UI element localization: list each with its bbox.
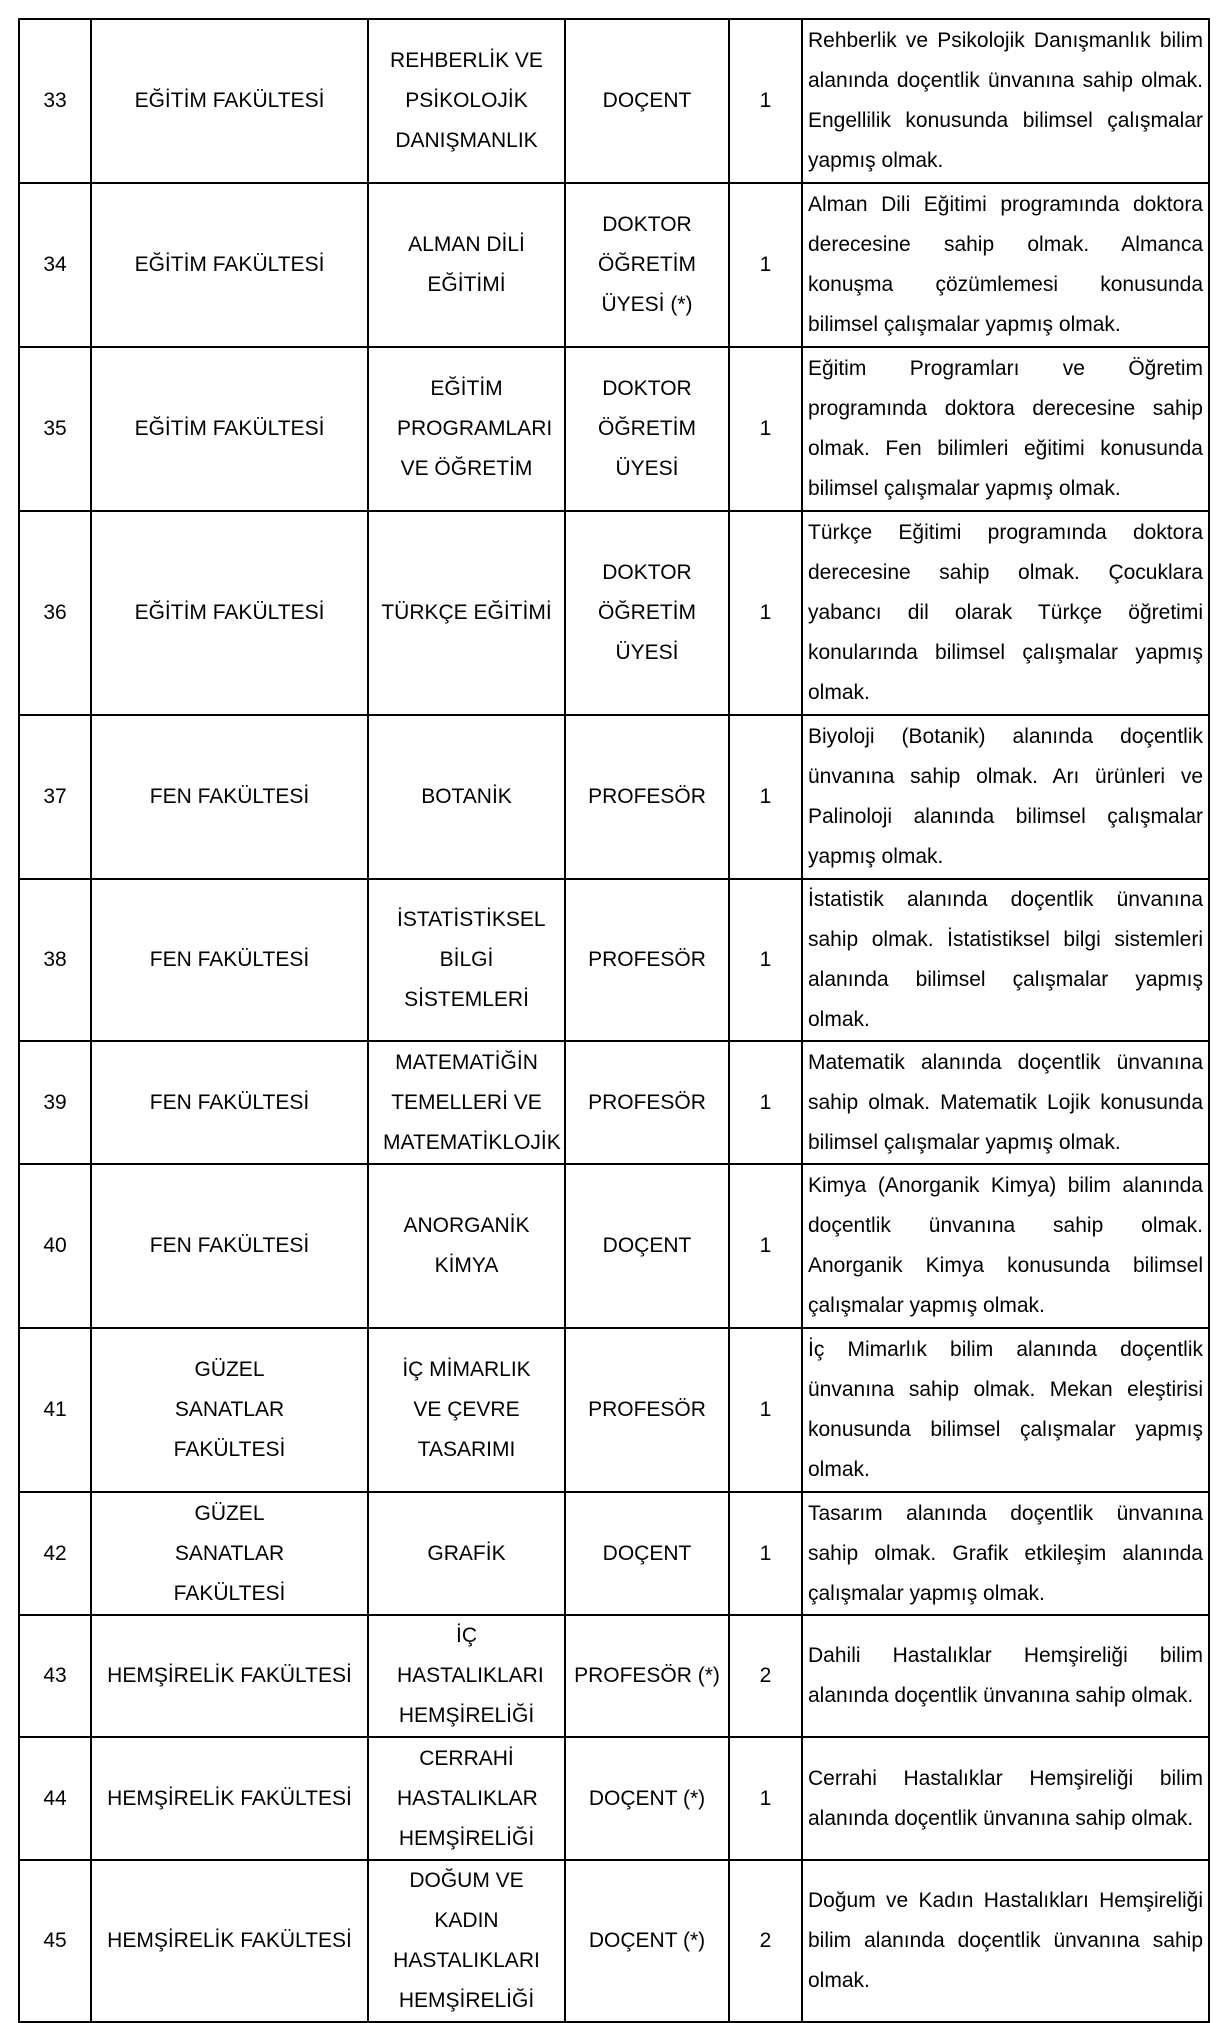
count-cell: 1 [729, 511, 802, 715]
count-cell: 1 [729, 879, 802, 1041]
faculty-cell: EĞİTİM FAKÜLTESİ [91, 347, 368, 511]
table-row [19, 19, 1209, 183]
positions-table [18, 18, 1210, 2023]
table-row [19, 183, 1209, 347]
title-cell: PROFESÖR [565, 1328, 729, 1492]
requirements-cell: Eğitim Programları ve Öğretim programında doktora derecesine sahip olmak. Fen bilimleri eğitimi konusunda bilimsel çalışmalar yapmış olmak. [802, 347, 1209, 511]
title-cell: PROFESÖR [565, 1041, 729, 1164]
table-row [19, 1492, 1209, 1615]
faculty-cell: EĞİTİM FAKÜLTESİ [91, 19, 368, 183]
faculty-cell: HEMŞİRELİK FAKÜLTESİ [91, 1615, 368, 1737]
count-cell: 1 [729, 1041, 802, 1164]
field-cell: İÇ MİMARLIK VE ÇEVRE TASARIMI [368, 1328, 565, 1492]
table-row [19, 347, 1209, 511]
faculty-cell: FEN FAKÜLTESİ [91, 1041, 368, 1164]
faculty-cell: HEMŞİRELİK FAKÜLTESİ [91, 1737, 368, 1860]
faculty-cell: HEMŞİRELİK FAKÜLTESİ [91, 1860, 368, 2022]
requirements-cell: İç Mimarlık bilim alanında doçentlik ünvanına sahip olmak. Mekan eleştirisi konusunda bilimsel çalışmalar yapmış olmak. [802, 1328, 1209, 1492]
faculty-cell: EĞİTİM FAKÜLTESİ [91, 183, 368, 347]
requirements-cell: Doğum ve Kadın Hastalıkları Hemşireliği bilim alanında doçentlik ünvanına sahip olmak. [802, 1860, 1209, 2022]
field-cell: BOTANİK [368, 715, 565, 879]
count-cell: 1 [729, 715, 802, 879]
faculty-cell: FEN FAKÜLTESİ [91, 715, 368, 879]
field-cell: CERRAHİ HASTALIKLAR HEMŞİRELİĞİ [368, 1737, 565, 1860]
table-row [19, 1860, 1209, 2022]
row-number: 42 [19, 1492, 91, 1615]
table-row [19, 511, 1209, 715]
title-cell: DOÇENT [565, 1164, 729, 1328]
faculty-cell: EĞİTİM FAKÜLTESİ [91, 511, 368, 715]
table-row [19, 1615, 1209, 1737]
requirements-cell: Türkçe Eğitimi programında doktora derecesine sahip olmak. Çocuklara yabancı dil olarak Türkçe öğretimi konularında bilimsel çalışmalar yapmış olmak. [802, 511, 1209, 715]
title-cell: PROFESÖR (*) [565, 1615, 729, 1737]
requirements-cell: Rehberlik ve Psikolojik Danışmanlık bilim alanında doçentlik ünvanına sahip olmak. Engellilik konusunda bilimsel çalışmalar yapmış olmak. [802, 19, 1209, 183]
count-cell: 2 [729, 1860, 802, 2022]
row-number: 36 [19, 511, 91, 715]
row-number: 33 [19, 19, 91, 183]
row-number: 45 [19, 1860, 91, 2022]
table-row [19, 1328, 1209, 1492]
requirements-cell: Dahili Hastalıklar Hemşireliği bilim alanında doçentlik ünvanına sahip olmak. [802, 1615, 1209, 1737]
table-row [19, 1737, 1209, 1860]
faculty-cell: GÜZEL SANATLAR FAKÜLTESİ [91, 1492, 368, 1615]
count-cell: 1 [729, 1164, 802, 1328]
title-cell: DOÇENT [565, 19, 729, 183]
field-cell: ANORGANİK KİMYA [368, 1164, 565, 1328]
positions-table-body [19, 19, 1209, 2022]
row-number: 40 [19, 1164, 91, 1328]
requirements-cell: Alman Dili Eğitimi programında doktora derecesine sahip olmak. Almanca konuşma çözümlemesi konusunda bilimsel çalışmalar yapmış olmak. [802, 183, 1209, 347]
title-cell: DOÇENT (*) [565, 1737, 729, 1860]
table-row [19, 715, 1209, 879]
faculty-cell: GÜZEL SANATLAR FAKÜLTESİ [91, 1328, 368, 1492]
requirements-cell: İstatistik alanında doçentlik ünvanına sahip olmak. İstatistiksel bilgi sistemleri alanında bilimsel çalışmalar yapmış olmak. [802, 879, 1209, 1041]
title-cell: DOÇENT [565, 1492, 729, 1615]
row-number: 39 [19, 1041, 91, 1164]
requirements-cell: Tasarım alanında doçentlik ünvanına sahip olmak. Grafik etkileşim alanında çalışmalar yapmış olmak. [802, 1492, 1209, 1615]
requirements-cell: Kimya (Anorganik Kimya) bilim alanında doçentlik ünvanına sahip olmak. Anorganik Kimya konusunda bilimsel çalışmalar yapmış olmak. [802, 1164, 1209, 1328]
row-number: 41 [19, 1328, 91, 1492]
table-row [19, 1164, 1209, 1328]
title-cell: DOKTOR ÖĞRETİM ÜYESİ [565, 511, 729, 715]
row-number: 34 [19, 183, 91, 347]
field-cell: İSTATİSTİKSEL BİLGİ SİSTEMLERİ [368, 879, 565, 1041]
table-row [19, 1041, 1209, 1164]
count-cell: 1 [729, 1492, 802, 1615]
row-number: 43 [19, 1615, 91, 1737]
field-cell: EĞİTİM PROGRAMLARI VE ÖĞRETİM [368, 347, 565, 511]
row-number: 44 [19, 1737, 91, 1860]
title-cell: DOKTOR ÖĞRETİM ÜYESİ [565, 347, 729, 511]
title-cell: PROFESÖR [565, 715, 729, 879]
title-cell: DOÇENT (*) [565, 1860, 729, 2022]
field-cell: İÇ HASTALIKLARI HEMŞİRELİĞİ [368, 1615, 565, 1737]
count-cell: 1 [729, 19, 802, 183]
field-cell: MATEMATİĞİN TEMELLERİ VE MATEMATİKLOJİK [368, 1041, 565, 1164]
count-cell: 1 [729, 347, 802, 511]
requirements-cell: Cerrahi Hastalıklar Hemşireliği bilim alanında doçentlik ünvanına sahip olmak. [802, 1737, 1209, 1860]
table-row [19, 879, 1209, 1041]
field-cell: DOĞUM VE KADIN HASTALIKLARI HEMŞİRELİĞİ [368, 1860, 565, 2022]
count-cell: 1 [729, 183, 802, 347]
row-number: 37 [19, 715, 91, 879]
row-number: 35 [19, 347, 91, 511]
faculty-cell: FEN FAKÜLTESİ [91, 1164, 368, 1328]
title-cell: DOKTOR ÖĞRETİM ÜYESİ (*) [565, 183, 729, 347]
field-cell: REHBERLİK VE PSİKOLOJİK DANIŞMANLIK [368, 19, 565, 183]
title-cell: PROFESÖR [565, 879, 729, 1041]
count-cell: 2 [729, 1615, 802, 1737]
field-cell: GRAFİK [368, 1492, 565, 1615]
row-number: 38 [19, 879, 91, 1041]
field-cell: ALMAN DİLİ EĞİTİMİ [368, 183, 565, 347]
count-cell: 1 [729, 1737, 802, 1860]
faculty-cell: FEN FAKÜLTESİ [91, 879, 368, 1041]
requirements-cell: Biyoloji (Botanik) alanında doçentlik ünvanına sahip olmak. Arı ürünleri ve Palinoloji alanında bilimsel çalışmalar yapmış olmak. [802, 715, 1209, 879]
requirements-cell: Matematik alanında doçentlik ünvanına sahip olmak. Matematik Lojik konusunda bilimsel çalışmalar yapmış olmak. [802, 1041, 1209, 1164]
count-cell: 1 [729, 1328, 802, 1492]
field-cell: TÜRKÇE EĞİTİMİ [368, 511, 565, 715]
